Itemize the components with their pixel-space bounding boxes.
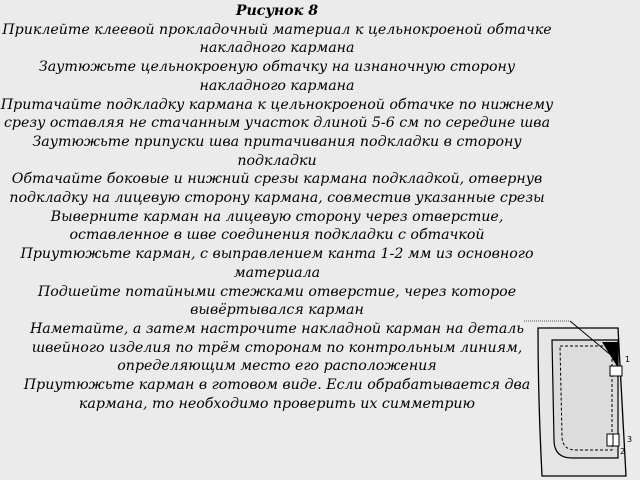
callout-2: 2 — [620, 447, 626, 456]
detail-box-upper — [610, 366, 622, 376]
instruction-step-9: Наметайте, а затем настрочите накладной карман на деталь швейного изделия по трём сторонам по контрольным линиям, определяющим место его расположения — [29, 320, 525, 375]
callout-1: 1 — [625, 355, 631, 364]
instruction-text — [0, 2, 554, 413]
instruction-step-4: Заутюжьте припуски шва притачивания подкладки в сторону подкладки — [32, 133, 522, 169]
callout-3: 3 — [627, 435, 633, 444]
instruction-step-8: Подшейте потайными стежками отверстие, через которое вывёртывался карман — [37, 283, 517, 319]
instruction-step-1: Приклейте клеевой прокладочный материал к цельнокроеной обтачке накладного кармана — [2, 21, 552, 57]
figure-title: Рисунок 8 — [235, 3, 319, 19]
instruction-step-3: Притачайте подкладку кармана к цельнокроеной обтачке по нижнему срезу оставляя не стачанным участок длиной 5-6 см по середине шва — [0, 96, 554, 132]
pocket-diagram — [514, 308, 640, 480]
instruction-step-6: Выверните карман на лицевую сторону через отверстие, оставленное в шве соединения подкладки с обтачкой — [50, 208, 504, 244]
instruction-step-2: Заутюжьте цельнокроеную обтачку на изнаночную сторону накладного кармана — [38, 59, 516, 94]
instruction-step-5: Обтачайте боковые и нижний срезы кармана подкладкой, отвернув подкладку на лицевую сторону кармана, совместив указанные срезы — [9, 171, 545, 207]
instruction-step-7: Приутюжьте карман, с выправлением канта 1-2 мм из основного материала — [20, 246, 534, 281]
instruction-step-10: Приутюжьте карман в готовом виде. Если обрабатывается два кармана, то необходимо проверить их симметрию — [23, 377, 531, 412]
